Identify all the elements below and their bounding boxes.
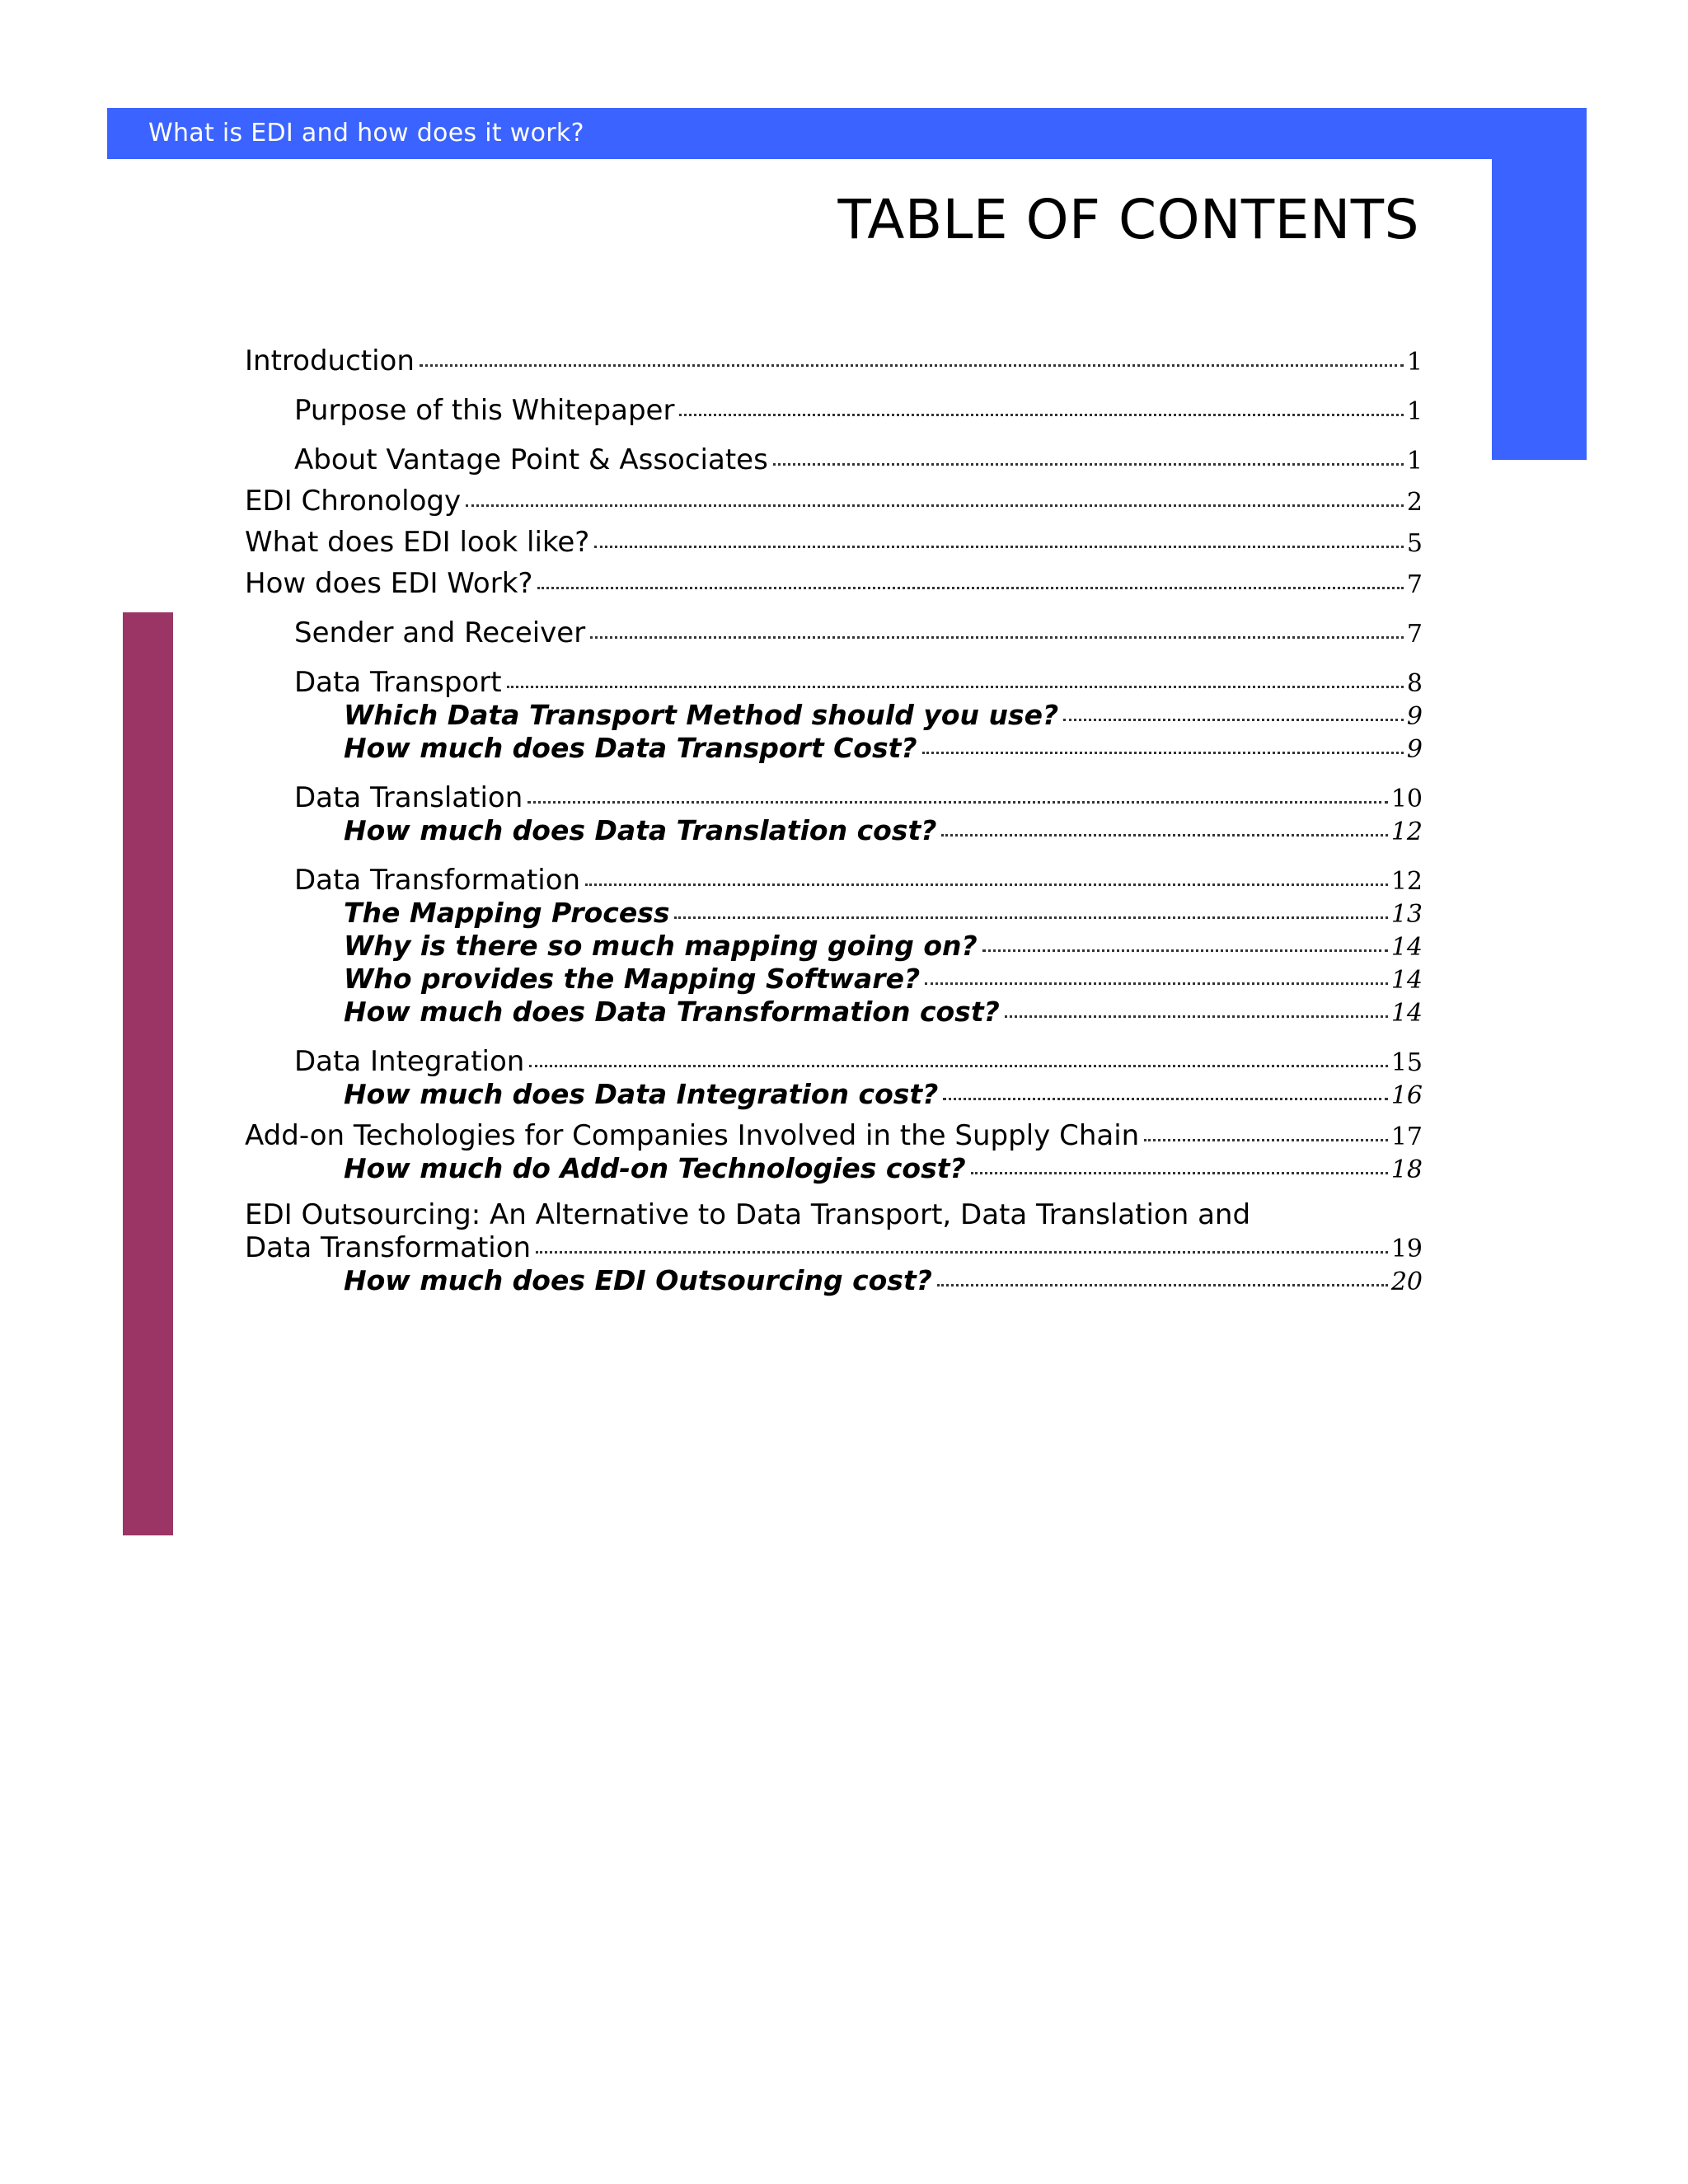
toc-entry-page: 1 xyxy=(1406,348,1423,377)
toc-entry-title: How much does Data Integration cost? xyxy=(344,1078,939,1110)
toc-entry-title: How much does Data Translation cost? xyxy=(344,814,937,846)
toc-entry-title: How much do Add-on Technologies cost? xyxy=(344,1152,966,1184)
toc-entry-page: 8 xyxy=(1406,669,1423,698)
toc-entry-data-integration[interactable] xyxy=(294,1045,1423,1078)
dot-leader xyxy=(528,801,1388,804)
toc-entry-page: 12 xyxy=(1390,818,1423,846)
dot-leader xyxy=(590,636,1404,639)
toc-entry-page: 2 xyxy=(1406,488,1423,517)
toc-entry-title: Data Translation xyxy=(294,781,523,814)
dot-leader xyxy=(971,1172,1388,1174)
dot-leader xyxy=(420,364,1404,367)
dot-leader xyxy=(466,504,1404,507)
toc-entry-page: 19 xyxy=(1390,1235,1423,1263)
dot-leader xyxy=(594,546,1404,548)
toc-entry-outsourcing-cost[interactable] xyxy=(344,1264,1423,1296)
dot-leader xyxy=(537,587,1403,589)
toc-entry-page: 15 xyxy=(1390,1048,1423,1077)
dot-leader xyxy=(943,1098,1388,1100)
toc-entry-page: 20 xyxy=(1390,1268,1423,1296)
toc-entry-outsourcing[interactable] xyxy=(245,1231,1423,1264)
toc-entry-data-transport[interactable] xyxy=(294,666,1423,699)
toc-entry-title: Data Transformation xyxy=(294,864,581,897)
toc-entry-title: Purpose of this Whitepaper xyxy=(294,394,675,427)
toc-entry-page: 14 xyxy=(1390,933,1423,962)
dot-leader xyxy=(536,1251,1388,1254)
toc-entry-page: 1 xyxy=(1406,447,1423,476)
toc-entry-translation-cost[interactable] xyxy=(344,814,1423,846)
toc-entry-title: Why is there so much mapping going on? xyxy=(344,930,978,962)
dot-leader xyxy=(922,752,1404,754)
toc-entry-addon-cost[interactable] xyxy=(344,1152,1423,1184)
dot-leader xyxy=(1144,1139,1388,1141)
toc-entry-title: The Mapping Process xyxy=(344,897,670,929)
toc-entry-title: Data Transformation xyxy=(245,1231,532,1264)
toc-entry-page: 7 xyxy=(1406,570,1423,599)
toc-entry-title: Who provides the Mapping Software? xyxy=(344,963,921,995)
toc-entry-data-transformation[interactable] xyxy=(294,864,1423,897)
toc-entry-why-mapping[interactable] xyxy=(344,930,1423,962)
toc-entry-title: Add-on Techologies for Companies Involved in the Supply Chain xyxy=(245,1119,1140,1152)
toc-entry-page: 17 xyxy=(1390,1122,1423,1151)
toc-entry-page: 1 xyxy=(1406,397,1423,426)
toc-entry-transformation-cost[interactable] xyxy=(344,996,1423,1028)
toc-entry-title: How does EDI Work? xyxy=(245,567,533,600)
toc-entry-title: Sender and Receiver xyxy=(294,616,586,649)
toc-entry-page: 10 xyxy=(1390,785,1423,813)
toc-entry-page: 7 xyxy=(1406,620,1423,649)
toc-entry-title: Which Data Transport Method should you use? xyxy=(344,699,1059,731)
toc-entry-page: 12 xyxy=(1390,867,1423,896)
dot-leader xyxy=(507,686,1404,688)
toc-entry-page: 9 xyxy=(1406,735,1423,764)
page-title: TABLE OF CONTENTS xyxy=(837,188,1419,251)
toc-entry-title: How much does Data Transformation cost? xyxy=(344,996,1000,1028)
toc-entry-title: EDI Chronology xyxy=(245,485,462,518)
dot-leader xyxy=(1063,719,1404,721)
dot-leader xyxy=(679,414,1403,416)
toc-entry-look-like[interactable] xyxy=(245,526,1423,559)
toc-entry-data-translation[interactable] xyxy=(294,781,1423,814)
toc-entry-page: 14 xyxy=(1390,966,1423,995)
dot-leader xyxy=(529,1065,1387,1067)
toc-entry-title: What does EDI look like? xyxy=(245,526,590,559)
dot-leader xyxy=(982,949,1388,952)
toc-entry-title: About Vantage Point & Associates xyxy=(294,443,768,476)
dot-leader xyxy=(925,982,1388,985)
toc-entry-page: 18 xyxy=(1390,1155,1423,1184)
dot-leader xyxy=(674,916,1387,919)
dot-leader xyxy=(1005,1015,1388,1018)
toc-entry-title: Introduction xyxy=(245,344,415,377)
dot-leader xyxy=(937,1284,1388,1286)
toc-entry-title: How much does EDI Outsourcing cost? xyxy=(344,1264,932,1296)
toc-entry-page: 14 xyxy=(1390,999,1423,1028)
toc-entry-mapping-process[interactable] xyxy=(344,897,1423,929)
toc-entry-chronology[interactable] xyxy=(245,485,1423,518)
toc-entry-page: 16 xyxy=(1390,1081,1423,1110)
toc-entry-sender-receiver[interactable] xyxy=(294,616,1423,649)
toc-entry-addon-technologies[interactable] xyxy=(245,1119,1423,1152)
toc-entry-how-work[interactable] xyxy=(245,567,1423,600)
toc-entry-transport-method[interactable] xyxy=(344,699,1423,731)
header-title: What is EDI and how does it work? xyxy=(148,119,584,148)
toc-entry-page: 13 xyxy=(1390,900,1423,929)
dot-leader xyxy=(773,463,1404,466)
toc-entry-page: 9 xyxy=(1406,702,1423,731)
toc-entry-outsourcing-line1[interactable]: EDI Outsourcing: An Alternative to Data Transport, Data Translation and xyxy=(245,1198,1251,1231)
toc-entry-title: How much does Data Transport Cost? xyxy=(344,732,917,764)
toc-entry-transport-cost[interactable] xyxy=(344,732,1423,764)
toc-entry-about[interactable] xyxy=(294,443,1423,476)
toc-entry-title: Data Transport xyxy=(294,666,502,699)
toc-entry-title: Data Integration xyxy=(294,1045,525,1078)
toc-entry-introduction[interactable] xyxy=(245,344,1423,377)
toc-entry-integration-cost[interactable] xyxy=(344,1078,1423,1110)
toc-entry-mapping-software[interactable] xyxy=(344,963,1423,995)
dot-leader xyxy=(585,883,1388,886)
dot-leader xyxy=(941,834,1387,837)
toc-entry-page: 5 xyxy=(1406,529,1423,558)
toc-entry-purpose[interactable] xyxy=(294,394,1423,427)
